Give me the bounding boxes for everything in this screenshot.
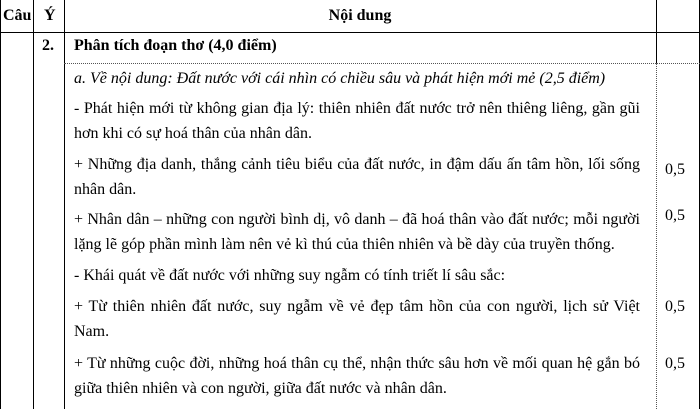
content-point-5: + Từ thiên nhiên đất nước, suy ngẫm về vẻ đẹp tâm hồn của con người, lịch sử Việt Nam. bbox=[74, 298, 640, 340]
content-point-3: + Nhân dân – những con người bình dị, vô danh – đã hoá thân vào đất nước; mỗi người lặng lẽ góp phần mình làm nên vẻ kì thú của thiên nhiên và bề dày của truyền thống. bbox=[74, 211, 640, 253]
content-point-6: + Từ những cuộc đời, những hoá thân cụ thể, nhận thức sâu hơn về mối quan hệ gắn bó giữa thiên nhiên và con người, giữa đất nước và nhân dân. bbox=[74, 355, 640, 397]
header-item: Ý bbox=[44, 7, 56, 24]
header-bottom-border bbox=[0, 32, 700, 33]
header-content: Nội dung bbox=[328, 7, 392, 24]
item-number: 2. bbox=[42, 37, 54, 54]
content-subheading: a. Về nội dung: Đất nước với cái nhìn có chiều sâu và phát hiện mới mẻ (2,5 điểm) bbox=[74, 70, 606, 87]
table-border-left bbox=[0, 0, 1, 409]
score-point-3: 0,5 bbox=[665, 207, 685, 224]
section-title: Phân tích đoạn thơ (4,0 điểm) bbox=[74, 37, 277, 54]
column-divider-score bbox=[656, 63, 657, 409]
score-point-5: 0,5 bbox=[665, 298, 685, 315]
score-point-6: 0,5 bbox=[665, 355, 685, 372]
title-row-bottom-border bbox=[64, 63, 700, 64]
column-divider-question bbox=[33, 0, 34, 409]
content-point-2: + Những địa danh, thắng cảnh tiêu biểu của đất nước, in đậm dấu ấn tâm hồn, lối sống nhân dân. bbox=[74, 156, 640, 198]
score-point-2: 0,5 bbox=[665, 161, 685, 178]
header-question: Câu bbox=[3, 7, 32, 24]
content-point-4: - Khái quát về đất nước với những suy ngẫm có tính triết lí sâu sắc: bbox=[74, 267, 506, 284]
content-point-1: - Phát hiện mới từ không gian địa lý: thiên nhiên đất nước trở nên thiêng liêng, gần gũi hơn khi có sự hoá thân của nhân dân. bbox=[74, 100, 640, 142]
column-divider-item bbox=[64, 0, 65, 409]
